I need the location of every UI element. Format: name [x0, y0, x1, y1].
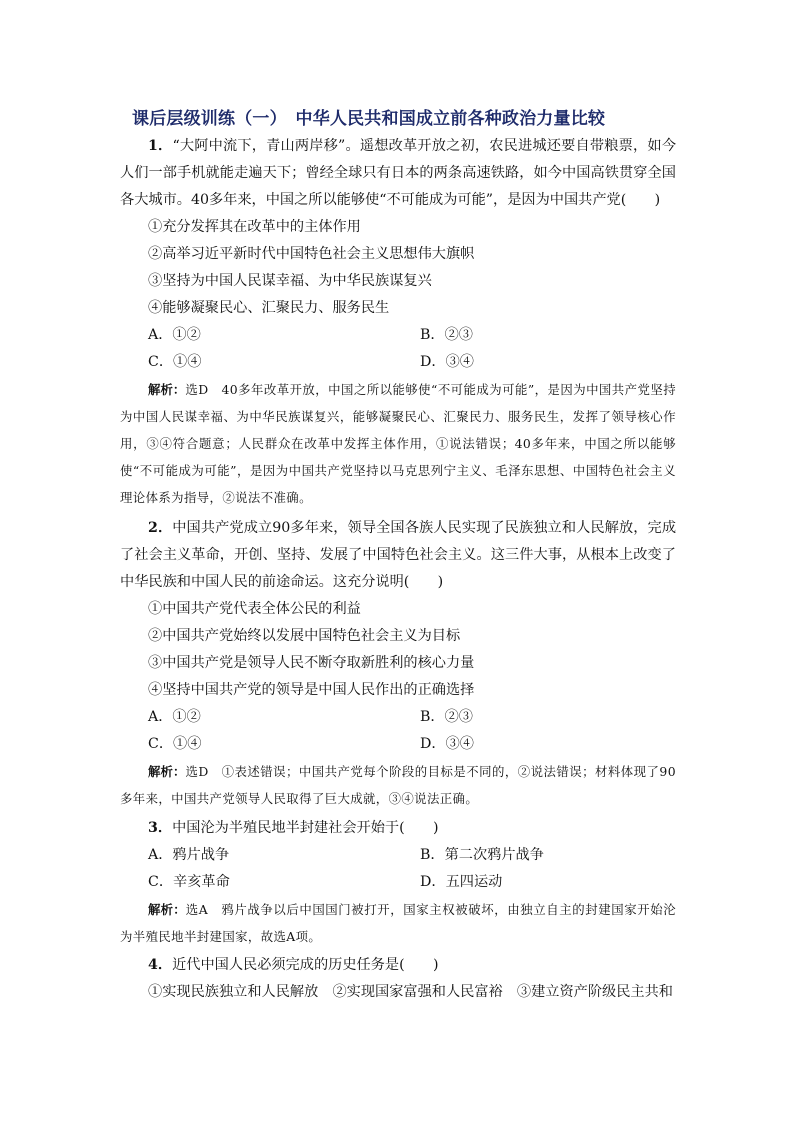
question-stem: 1．“大阿中流下，青山两岸移”。遥想改革开放之初，农民进城还要自带粮票，如今人们一部手机就能走遍天下；曾经全球只有日本的两条高速铁路，如今中国高铁贯穿全国各大城市。40多年来，中国之所以能够使“不可能成为可能”，是因为中国共产党( )	[120, 138, 677, 208]
question-stem: 3．中国沦为半殖民地半封建社会开始于( )	[148, 820, 439, 836]
statement-items-line: ①实现民族独立和人民解放 ②实现国家富强和人民富裕 ③建立资产阶级民主共和	[148, 984, 673, 1000]
question-2	[120, 515, 676, 812]
choice-row	[120, 704, 676, 731]
choice-row	[120, 731, 676, 758]
question-stem: 4．近代中国人民必须完成的历史任务是( )	[148, 957, 439, 973]
choice-c[interactable]: C．辛亥革命	[148, 874, 230, 890]
choice-row	[120, 322, 676, 349]
choice-b[interactable]: B．②③	[420, 327, 473, 343]
question-3	[120, 815, 676, 950]
statement-item: ③中国共产党是领导人民不断夺取新胜利的核心力量	[148, 655, 475, 671]
choice-row	[120, 842, 676, 869]
question-stem: 2．中国共产党成立90多年来，领导全国各族人民实现了民族独立和人民解放，完成了社会主义革命，开创、坚持、发展了中国特色社会主义。这三件大事，从根本上改变了中华民族和中国人民的前途命运。这充分说明( )	[120, 520, 677, 590]
statement-item: ④能够凝聚民心、汇聚民力、服务民生	[148, 300, 390, 316]
statement-item: ②中国共产党始终以发展中国特色社会主义为目标	[148, 628, 461, 644]
question-1	[120, 133, 676, 511]
statement-item: ④坚持中国共产党的领导是中国人民作出的正确选择	[148, 682, 475, 698]
choice-d[interactable]: D．③④	[420, 736, 474, 752]
choice-d[interactable]: D．五四运动	[420, 874, 503, 890]
choice-c[interactable]: C．①④	[148, 736, 202, 752]
choice-row	[120, 349, 676, 376]
analysis-text: 解析：选A 鸦片战争以后中国国门被打开，国家主权被破坏，由独立自主的封建国家开始沦为半殖民地半封建国家，故选A项。	[120, 902, 676, 944]
choice-b[interactable]: B．②③	[420, 709, 473, 725]
analysis-text: 解析：选D ①表述错误；中国共产党每个阶段的目标是不同的，②说法错误；材料体现了90多年来，中国共产党领导人民取得了巨大成就，③④说法正确。	[120, 764, 676, 806]
choice-b[interactable]: B．第二次鸦片战争	[420, 847, 544, 863]
analysis-text: 解析：选D 40多年改革开放，中国之所以能够使“不可能成为可能”，是因为中国共产党坚持为中国人民谋幸福、为中华民族谋复兴，能够凝聚民心、汇聚民力、服务民生，发挥了领导核心作用，③④符合题意；人民群众在改革中发挥主体作用，①说法错误；40多年来，中国之所以能够使“不可能成为可能”，是因为中国共产党坚持以马克思列宁主义、毛泽东思想、中国特色社会主义理论体系为指导，②说法不准确。	[120, 382, 677, 505]
choice-a[interactable]: A．①②	[148, 709, 201, 725]
question-4	[120, 952, 676, 1006]
statement-item: ②高举习近平新时代中国特色社会主义思想伟大旗帜	[148, 246, 475, 262]
choice-a[interactable]: A．鸦片战争	[148, 847, 230, 863]
choice-d[interactable]: D．③④	[420, 354, 474, 370]
choice-c[interactable]: C．①④	[148, 354, 202, 370]
statement-item: ③坚持为中国人民谋幸福、为中华民族谋复兴	[148, 273, 432, 289]
statement-item: ①中国共产党代表全体公民的利益	[148, 601, 361, 617]
page-title: 课后层级训练（一） 中华人民共和国成立前各种政治力量比较	[132, 109, 606, 129]
statement-item: ①充分发挥其在改革中的主体作用	[148, 219, 361, 235]
choice-row	[120, 869, 676, 896]
choice-a[interactable]: A．①②	[148, 327, 201, 343]
